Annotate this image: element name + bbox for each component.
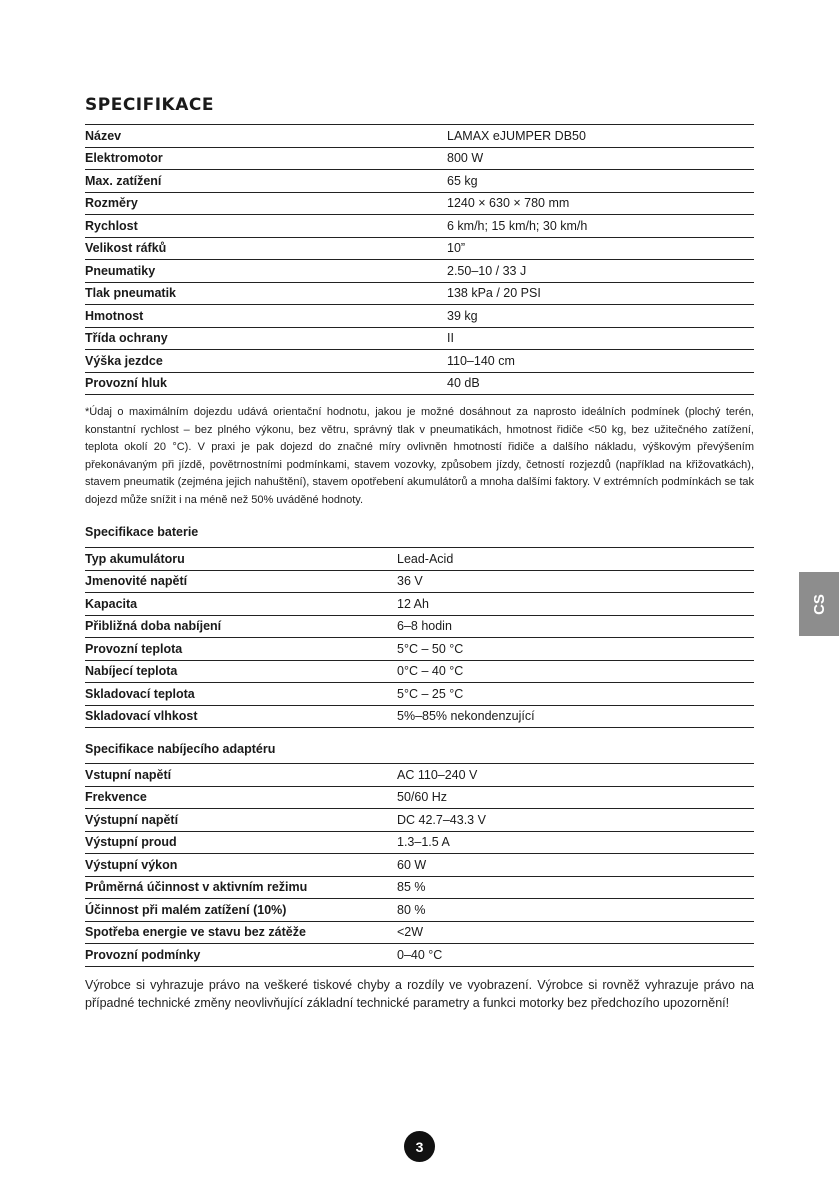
spec-row [85, 944, 754, 967]
spec-value: 6 km/h; 15 km/h; 30 km/h [447, 215, 754, 238]
spec-row [85, 372, 754, 395]
spec-row [85, 809, 754, 832]
spec-value: 40 dB [447, 372, 754, 395]
spec-row [85, 921, 754, 944]
spec-row [85, 593, 754, 616]
spec-label: Provozní teplota [85, 638, 397, 661]
spec-value: 0–40 °C [397, 944, 754, 967]
spec-value: 12 Ah [397, 593, 754, 616]
adapter-spec-table [85, 763, 754, 967]
spec-value: Lead-Acid [397, 548, 754, 571]
spec-row [85, 638, 754, 661]
spec-label: Typ akumulátoru [85, 548, 397, 571]
spec-row [85, 192, 754, 215]
spec-label: Výstupní napětí [85, 809, 397, 832]
spec-row [85, 215, 754, 238]
spec-row [85, 899, 754, 922]
spec-value: <2W [397, 921, 754, 944]
spec-row [85, 282, 754, 305]
spec-value: AC 110–240 V [397, 764, 754, 787]
spec-row [85, 125, 754, 148]
spec-label: Výstupní výkon [85, 854, 397, 877]
spec-value: 39 kg [447, 305, 754, 328]
spec-value: 36 V [397, 570, 754, 593]
spec-value: LAMAX eJUMPER DB50 [447, 125, 754, 148]
spec-row [85, 660, 754, 683]
spec-label: Spotřeba energie ve stavu bez zátěže [85, 921, 397, 944]
spec-label: Účinnost při malém zatížení (10%) [85, 899, 397, 922]
range-note: *Údaj o maximálním dojezdu udává orientační hodnotu, jakou je možné dosáhnout za naprosto ideálních podmínek (plochý terén, konstantní rychlost – bez plného výkonu, bez větru, správný tlak v pneumatikách, hmotnost řidiče <50 kg, bez užitečného zatížení, teplota okolí 20 °C). V praxi je pak dojezd do značné míry ovlivněn hmotností řidiče a dalšího nákladu, výškovým převýšením překonávaným při jízdě, povětrnostními podmínkami, stavem vozovky, způsobem jízdy, četností rozjezdů (například na křižovatkách), stavem pneumatik (zejména jejich nahuštění), stavem opotřebení akumulátorů a mnoha dalšími faktory. V extrémních podmínkách se tak dojezd může snížit i na méně než 50% uváděné hodnoty. [85, 406, 754, 506]
spec-row [85, 876, 754, 899]
spec-row [85, 570, 754, 593]
spec-row [85, 170, 754, 193]
page-number: 3 [404, 1131, 435, 1162]
language-tab-label: CS [810, 593, 828, 615]
spec-label: Rychlost [85, 215, 447, 238]
main-spec-table [85, 124, 754, 395]
spec-row [85, 350, 754, 373]
spec-label: Frekvence [85, 786, 397, 809]
spec-label: Třída ochrany [85, 327, 447, 350]
spec-value: 10” [447, 237, 754, 260]
spec-label: Přibližná doba nabíjení [85, 615, 397, 638]
spec-label: Nabíjecí teplota [85, 660, 397, 683]
disclaimer-text: Výrobce si vyhrazuje právo na veškeré tiskové chyby a rozdíly ve vyobrazení. Výrobce si rovněž vyhrazuje právo na případné technické změny neovlivňující základní technické parametry a funkci motorky bez předchozího upozornění! [85, 978, 754, 1011]
spec-value: 50/60 Hz [397, 786, 754, 809]
spec-value: II [447, 327, 754, 350]
spec-label: Průměrná účinnost v aktivním režimu [85, 876, 397, 899]
spec-value: 6–8 hodin [397, 615, 754, 638]
spec-label: Název [85, 125, 447, 148]
spec-label: Výška jezdce [85, 350, 447, 373]
spec-label: Provozní podmínky [85, 944, 397, 967]
spec-label: Hmotnost [85, 305, 447, 328]
spec-value: DC 42.7–43.3 V [397, 809, 754, 832]
spec-value: 138 kPa / 20 PSI [447, 282, 754, 305]
spec-label: Pneumatiky [85, 260, 447, 283]
spec-label: Elektromotor [85, 147, 447, 170]
spec-value: 5%–85% nekondenzující [397, 705, 754, 728]
spec-value: 85 % [397, 876, 754, 899]
spec-row [85, 705, 754, 728]
spec-value: 65 kg [447, 170, 754, 193]
spec-row [85, 260, 754, 283]
adapter-heading: Specifikace nabíjecího adaptéru [85, 742, 276, 756]
spec-row [85, 854, 754, 877]
spec-row [85, 615, 754, 638]
spec-value: 1.3–1.5 A [397, 831, 754, 854]
spec-label: Skladovací teplota [85, 683, 397, 706]
spec-row [85, 548, 754, 571]
spec-label: Jmenovité napětí [85, 570, 397, 593]
spec-label: Skladovací vlhkost [85, 705, 397, 728]
spec-row [85, 831, 754, 854]
spec-value: 5°C – 25 °C [397, 683, 754, 706]
spec-row [85, 305, 754, 328]
spec-row [85, 683, 754, 706]
spec-label: Tlak pneumatik [85, 282, 447, 305]
spec-label: Kapacita [85, 593, 397, 616]
spec-value: 60 W [397, 854, 754, 877]
spec-row [85, 327, 754, 350]
spec-value: 1240 × 630 × 780 mm [447, 192, 754, 215]
spec-value: 80 % [397, 899, 754, 922]
page-title: SPECIFIKACE [85, 95, 214, 115]
spec-row [85, 786, 754, 809]
spec-row [85, 764, 754, 787]
spec-value: 5°C – 50 °C [397, 638, 754, 661]
spec-label: Provozní hluk [85, 372, 447, 395]
spec-value: 0°C – 40 °C [397, 660, 754, 683]
battery-heading: Specifikace baterie [85, 525, 199, 539]
spec-row [85, 147, 754, 170]
language-tab [799, 572, 839, 636]
battery-spec-table [85, 547, 754, 728]
spec-row [85, 237, 754, 260]
spec-value: 110–140 cm [447, 350, 754, 373]
spec-label: Rozměry [85, 192, 447, 215]
spec-label: Velikost ráfků [85, 237, 447, 260]
spec-label: Max. zatížení [85, 170, 447, 193]
spec-label: Výstupní proud [85, 831, 397, 854]
spec-value: 2.50–10 / 33 J [447, 260, 754, 283]
spec-value: 800 W [447, 147, 754, 170]
spec-label: Vstupní napětí [85, 764, 397, 787]
